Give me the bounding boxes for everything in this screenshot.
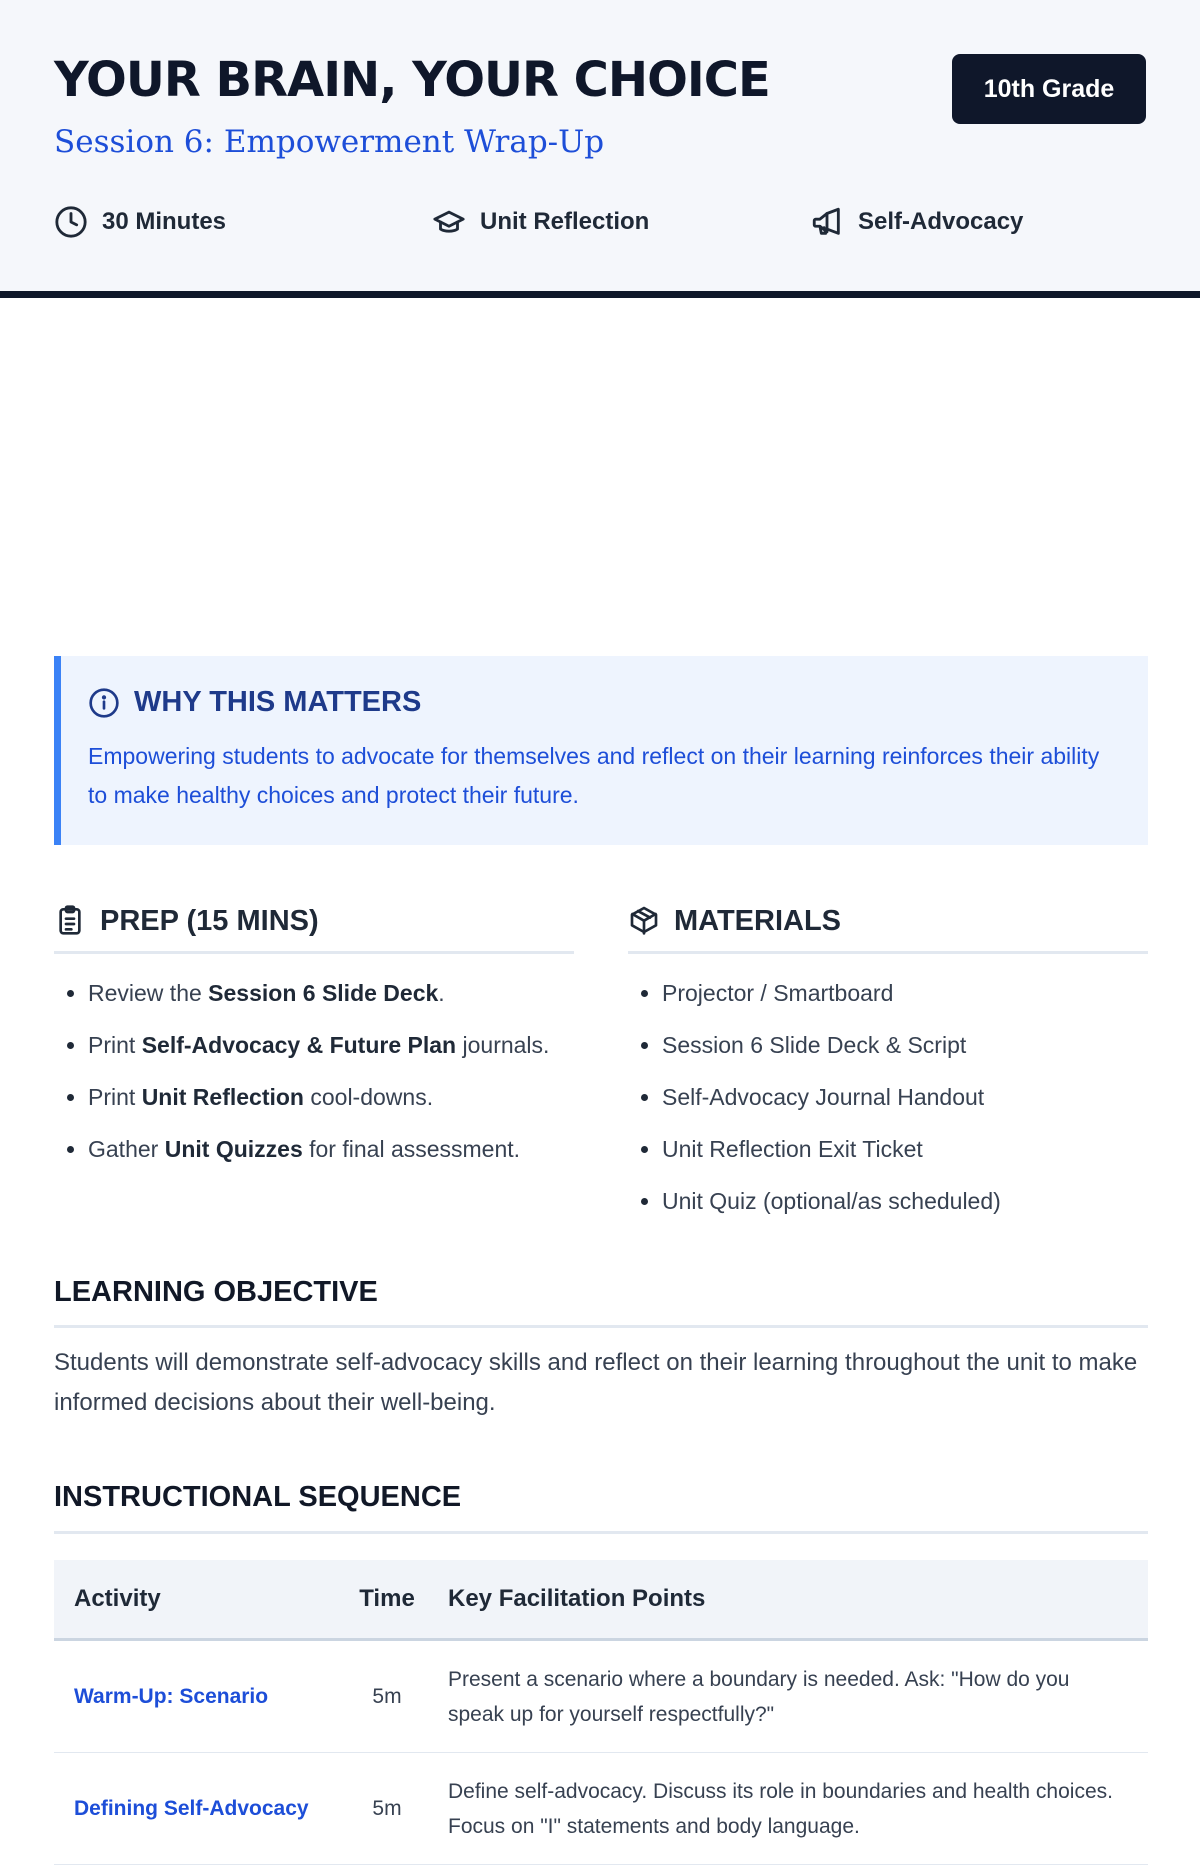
- table-row: [54, 1640, 1148, 1753]
- col-time: Time: [346, 1560, 428, 1640]
- meta-duration-label: 30 Minutes: [102, 208, 227, 235]
- list-item: • Session 6 Slide Deck & Script: [662, 1026, 1182, 1078]
- sequence-table: [54, 1560, 1148, 1865]
- list-item: • Projector / Smartboard: [662, 974, 1182, 1026]
- callout-title: WHY THIS MATTERS: [134, 686, 422, 718]
- graduation-cap-icon: [432, 205, 466, 239]
- sequence-heading: INSTRUCTIONAL SEQUENCE: [54, 1481, 1148, 1534]
- list-item: • Unit Quiz (optional/as scheduled): [662, 1182, 1182, 1234]
- activity-cell: Warm-Up: Scenario: [54, 1640, 346, 1753]
- materials-title: MATERIALS: [674, 905, 842, 937]
- meta-theme: [810, 205, 1023, 239]
- prep-title: PREP (15 MINS): [100, 905, 319, 937]
- objective-heading: LEARNING OBJECTIVE: [54, 1276, 1148, 1328]
- page-title: YOUR BRAIN, YOUR CHOICE: [54, 52, 770, 108]
- materials-list: [628, 974, 1182, 1234]
- points-cell: Define self-advocacy. Discuss its role in boundaries and health choices. Focus on "I" statements and body language.: [428, 1753, 1148, 1865]
- page-header: [0, 0, 1200, 298]
- list-item: • Gather Unit Quizzes for final assessment.: [88, 1130, 618, 1182]
- prep-heading: [54, 898, 574, 954]
- prep-list: [54, 974, 618, 1182]
- info-icon: [88, 687, 120, 719]
- col-activity: Activity: [54, 1560, 346, 1640]
- points-cell: Present a scenario where a boundary is needed. Ask: "How do you speak up for yourself respectfully?": [428, 1640, 1148, 1753]
- meta-focus: [432, 205, 649, 239]
- callout-body: Empowering students to advocate for themselves and reflect on their learning reinforces their ability to make healthy choices and protect their future.: [88, 743, 1100, 808]
- time-cell: 5m: [346, 1640, 428, 1753]
- meta-theme-label: Self-Advocacy: [858, 208, 1024, 235]
- objective-text: Students will demonstrate self-advocacy skills and reflect on their learning throughout the unit to make informed decisions about their well-being.: [54, 1349, 1138, 1416]
- clock-icon: [54, 205, 88, 239]
- grade-badge: 10th Grade: [952, 54, 1146, 124]
- time-cell: 5m: [346, 1753, 428, 1865]
- why-this-matters-callout: [54, 656, 1148, 845]
- list-item: • Unit Reflection Exit Ticket: [662, 1130, 1182, 1182]
- col-points: Key Facilitation Points: [428, 1560, 1148, 1640]
- list-item: • Self-Advocacy Journal Handout: [662, 1078, 1182, 1130]
- clipboard-icon: [54, 904, 86, 936]
- list-item: • Review the Session 6 Slide Deck.: [88, 974, 618, 1026]
- meta-duration: [54, 205, 226, 239]
- materials-heading: [628, 898, 1148, 954]
- list-item: • Print Self-Advocacy & Future Plan journals.: [88, 1026, 618, 1078]
- table-row: [54, 1753, 1148, 1865]
- activity-cell: Defining Self-Advocacy: [54, 1753, 346, 1865]
- box-icon: [628, 904, 660, 936]
- meta-focus-label: Unit Reflection: [480, 208, 650, 235]
- session-subtitle: Session 6: Empowerment Wrap-Up: [54, 124, 605, 160]
- list-item: • Print Unit Reflection cool-downs.: [88, 1078, 618, 1130]
- megaphone-icon: [810, 205, 844, 239]
